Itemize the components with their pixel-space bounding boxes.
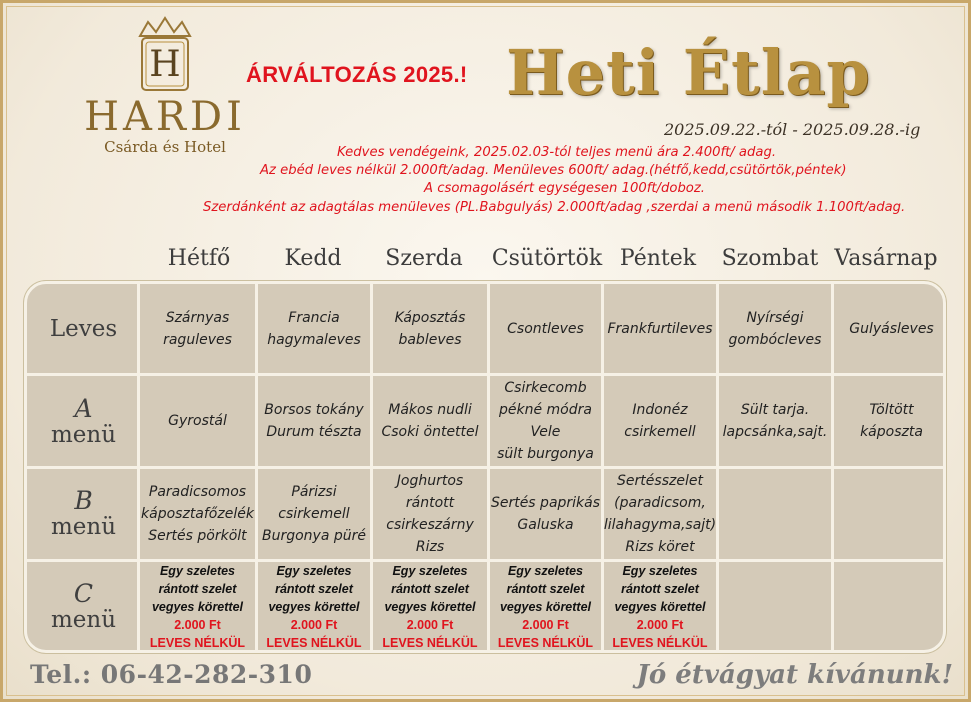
dish-line: Galuska <box>517 517 574 533</box>
logo-name: HARDI <box>84 94 246 140</box>
menu-cell <box>719 469 831 559</box>
row-label-soup: Leves <box>49 316 118 342</box>
menu-cell <box>604 469 716 559</box>
dish-line: rántott szelet <box>621 582 699 596</box>
dish-text <box>723 399 828 443</box>
dish-line: Egy szeletes <box>392 564 468 578</box>
dish-text <box>860 399 923 443</box>
dish-line: Sertésszelet <box>617 473 703 489</box>
row-label-c <box>27 581 140 633</box>
dish-line: pékné módra <box>499 402 592 418</box>
row-label-word: menü <box>50 514 117 540</box>
dish-line: Joghurtos <box>396 473 464 489</box>
dish-line: hagymaleves <box>267 331 361 348</box>
row-label-a <box>27 396 140 448</box>
logo-letter: H <box>149 44 181 85</box>
menu-cell <box>140 469 255 559</box>
dish-line: lapcsánka,sajt. <box>722 424 828 440</box>
menu-cell <box>719 376 831 466</box>
menu-cell <box>258 376 370 466</box>
dish-line: rántott szelet <box>506 582 585 596</box>
dish-line: rántott <box>405 495 455 511</box>
dish-text <box>608 318 713 340</box>
dish-line: Egy szeletes <box>507 564 584 578</box>
dish-line: Rizs <box>415 539 445 555</box>
dish-line: Csontleves <box>507 320 584 337</box>
dish-line: Indonéz <box>632 402 688 418</box>
dish-line: Párizsi <box>291 484 337 500</box>
dish-line: Töltött <box>869 402 914 418</box>
logo-subtitle: Csárda és Hotel <box>104 138 226 156</box>
dish-line: csirkeszárny <box>386 517 474 533</box>
row-label-letter: A <box>74 394 93 423</box>
dish-line: káposztafőzelék <box>141 506 254 522</box>
dish-line: vegyes körettel <box>151 600 244 614</box>
dish-line: Vele <box>530 424 561 440</box>
dish-line: csirkemell <box>624 424 696 440</box>
notice-line: Kedves vendégeink, 2025.02.03-tól teljes menü ára 2.400ft/ adag. <box>337 145 777 160</box>
c-menu-no-soup: LEVES NÉLKÜL <box>149 636 246 650</box>
menu-cell <box>140 284 255 373</box>
row-label-letter: B <box>74 486 93 515</box>
row-label-word: menü <box>50 607 117 633</box>
dish-line: vegyes körettel <box>384 600 476 614</box>
dish-line: Sertés pörkölt <box>148 528 247 544</box>
dish-line: Paradicsomos <box>148 484 247 500</box>
dish-line: vegyes körettel <box>268 600 360 614</box>
hardi-logo <box>70 14 260 156</box>
dish-line: Csirkecomb <box>504 380 587 396</box>
dish-line: Gulyásleves <box>849 320 934 337</box>
day-header: Csütörtök <box>491 246 603 271</box>
dish-line: Frankfurtileves <box>607 320 713 337</box>
dish-line: Csoki öntettel <box>381 424 479 440</box>
page-title: Heti Étlap <box>506 36 871 109</box>
c-menu-price: 2.000 Ft <box>636 618 684 632</box>
dish-text <box>168 410 227 432</box>
notice-line: Az ebéd leves nélkül 2.000ft/adag. Menüleves 600ft/ adag.(hétfő,kedd,csütörtök,péntek) <box>260 163 847 178</box>
day-headers <box>0 246 971 278</box>
dish-line: Mákos nudli <box>388 402 472 418</box>
dish-line: Sült tarja. <box>740 402 810 418</box>
dish-line: vegyes körettel <box>614 600 706 614</box>
dish-line: raguleves <box>163 331 232 348</box>
dish-line: rántott szelet <box>275 582 353 596</box>
menu-cell <box>834 469 946 559</box>
dish-text <box>604 470 716 558</box>
c-menu-price: 2.000 Ft <box>290 618 338 632</box>
menu-cell <box>373 284 487 373</box>
menu-cell <box>373 469 487 559</box>
dish-line: csirkemell <box>278 506 350 522</box>
dish-line: Nyírségi <box>746 309 804 326</box>
dish-line: bableves <box>398 331 462 348</box>
dish-text <box>386 470 474 558</box>
day-header: Hétfő <box>167 246 231 271</box>
menu-cell <box>373 376 487 466</box>
dish-text <box>624 399 695 443</box>
c-menu-price: 2.000 Ft <box>522 618 569 632</box>
c-menu-no-soup: LEVES NÉLKÜL <box>612 636 708 650</box>
dish-line: Szárnyas <box>165 309 230 326</box>
date-range: 2025.09.22.-tól - 2025.09.28.-ig <box>664 120 921 139</box>
dish-line: Borsos tokány <box>264 402 364 418</box>
dish-line: Sertés paprikás <box>490 495 601 511</box>
menu-cell-c <box>373 562 487 652</box>
dish-line: gombócleves <box>728 331 822 348</box>
c-menu-price: 2.000 Ft <box>406 618 454 632</box>
c-menu-no-soup: LEVES NÉLKÜL <box>382 636 478 650</box>
dish-line: Rizs köret <box>625 539 695 555</box>
menu-cell <box>140 376 255 466</box>
dish-text <box>507 318 584 340</box>
menu-cell <box>258 284 370 373</box>
dish-line: (paradicsom, <box>614 495 706 511</box>
dish-line: Egy szeletes <box>159 564 236 578</box>
menu-cell <box>834 284 946 373</box>
row-label-word: menü <box>50 422 117 448</box>
menu-cell <box>834 376 946 466</box>
dish-line: lilahagyma,sajt) <box>603 517 717 533</box>
dish-line: Egy szeletes <box>622 564 698 578</box>
c-menu-no-soup: LEVES NÉLKÜL <box>266 636 362 650</box>
dish-line: Gyrostál <box>168 413 227 429</box>
day-header: Péntek <box>619 246 697 271</box>
day-header: Vasárnap <box>834 246 938 271</box>
dish-text <box>262 481 366 547</box>
menu-cell <box>490 284 601 373</box>
dish-text <box>497 377 594 465</box>
dish-line: sült burgonya <box>497 446 594 462</box>
menu-cell <box>490 376 601 466</box>
menu-cell <box>719 284 831 373</box>
menu-cell <box>604 284 716 373</box>
row-label-b <box>27 488 140 540</box>
dish-text <box>264 399 363 443</box>
dish-text <box>729 307 822 351</box>
dish-line: Burgonya püré <box>261 528 366 544</box>
menu-cell-c <box>604 562 716 652</box>
dish-line: Francia <box>288 309 340 326</box>
menu-cell <box>604 376 716 466</box>
menu-cell-c <box>258 562 370 652</box>
dish-line: vegyes körettel <box>499 600 592 614</box>
menu-cell-c <box>490 562 601 652</box>
day-header: Szombat <box>721 246 819 271</box>
dish-line: Egy szeletes <box>276 564 352 578</box>
dish-line: rántott szelet <box>391 582 469 596</box>
dish-line: rántott szelet <box>158 582 237 596</box>
menu-cell-c <box>140 562 255 652</box>
notice-line: A csomagolásért egységesen 100ft/doboz. <box>424 181 705 196</box>
menu-table <box>24 281 946 653</box>
day-header: Kedd <box>284 246 342 271</box>
dish-text <box>163 307 232 351</box>
dish-line: Durum tészta <box>266 424 362 440</box>
menu-cell <box>258 469 370 559</box>
notice-line: Szerdánként az adagtálas menüleves (PL.Babgulyás) 2.000ft/adag ,szerdai a menü második 1.100ft/adag. <box>203 200 906 215</box>
c-menu-price: 2.000 Ft <box>174 618 221 632</box>
dish-line: Káposztás <box>394 309 466 326</box>
row-label-letter: C <box>73 579 94 608</box>
dish-line: káposzta <box>860 424 923 440</box>
dish-text <box>381 399 478 443</box>
dish-text <box>849 318 933 340</box>
phone-number: Tel.: 06-42-282-310 <box>30 660 313 689</box>
dish-text <box>491 492 600 536</box>
day-header: Szerda <box>385 246 463 271</box>
menu-cell <box>490 469 601 559</box>
price-change-notice: ÁRVÁLTOZÁS 2025.! <box>246 62 468 87</box>
dish-text <box>395 307 466 351</box>
dish-text <box>141 481 254 547</box>
dish-text <box>267 307 361 351</box>
c-menu-no-soup: LEVES NÉLKÜL <box>497 636 594 650</box>
closing-message: Jó étvágyat kívánunk! <box>636 660 953 690</box>
